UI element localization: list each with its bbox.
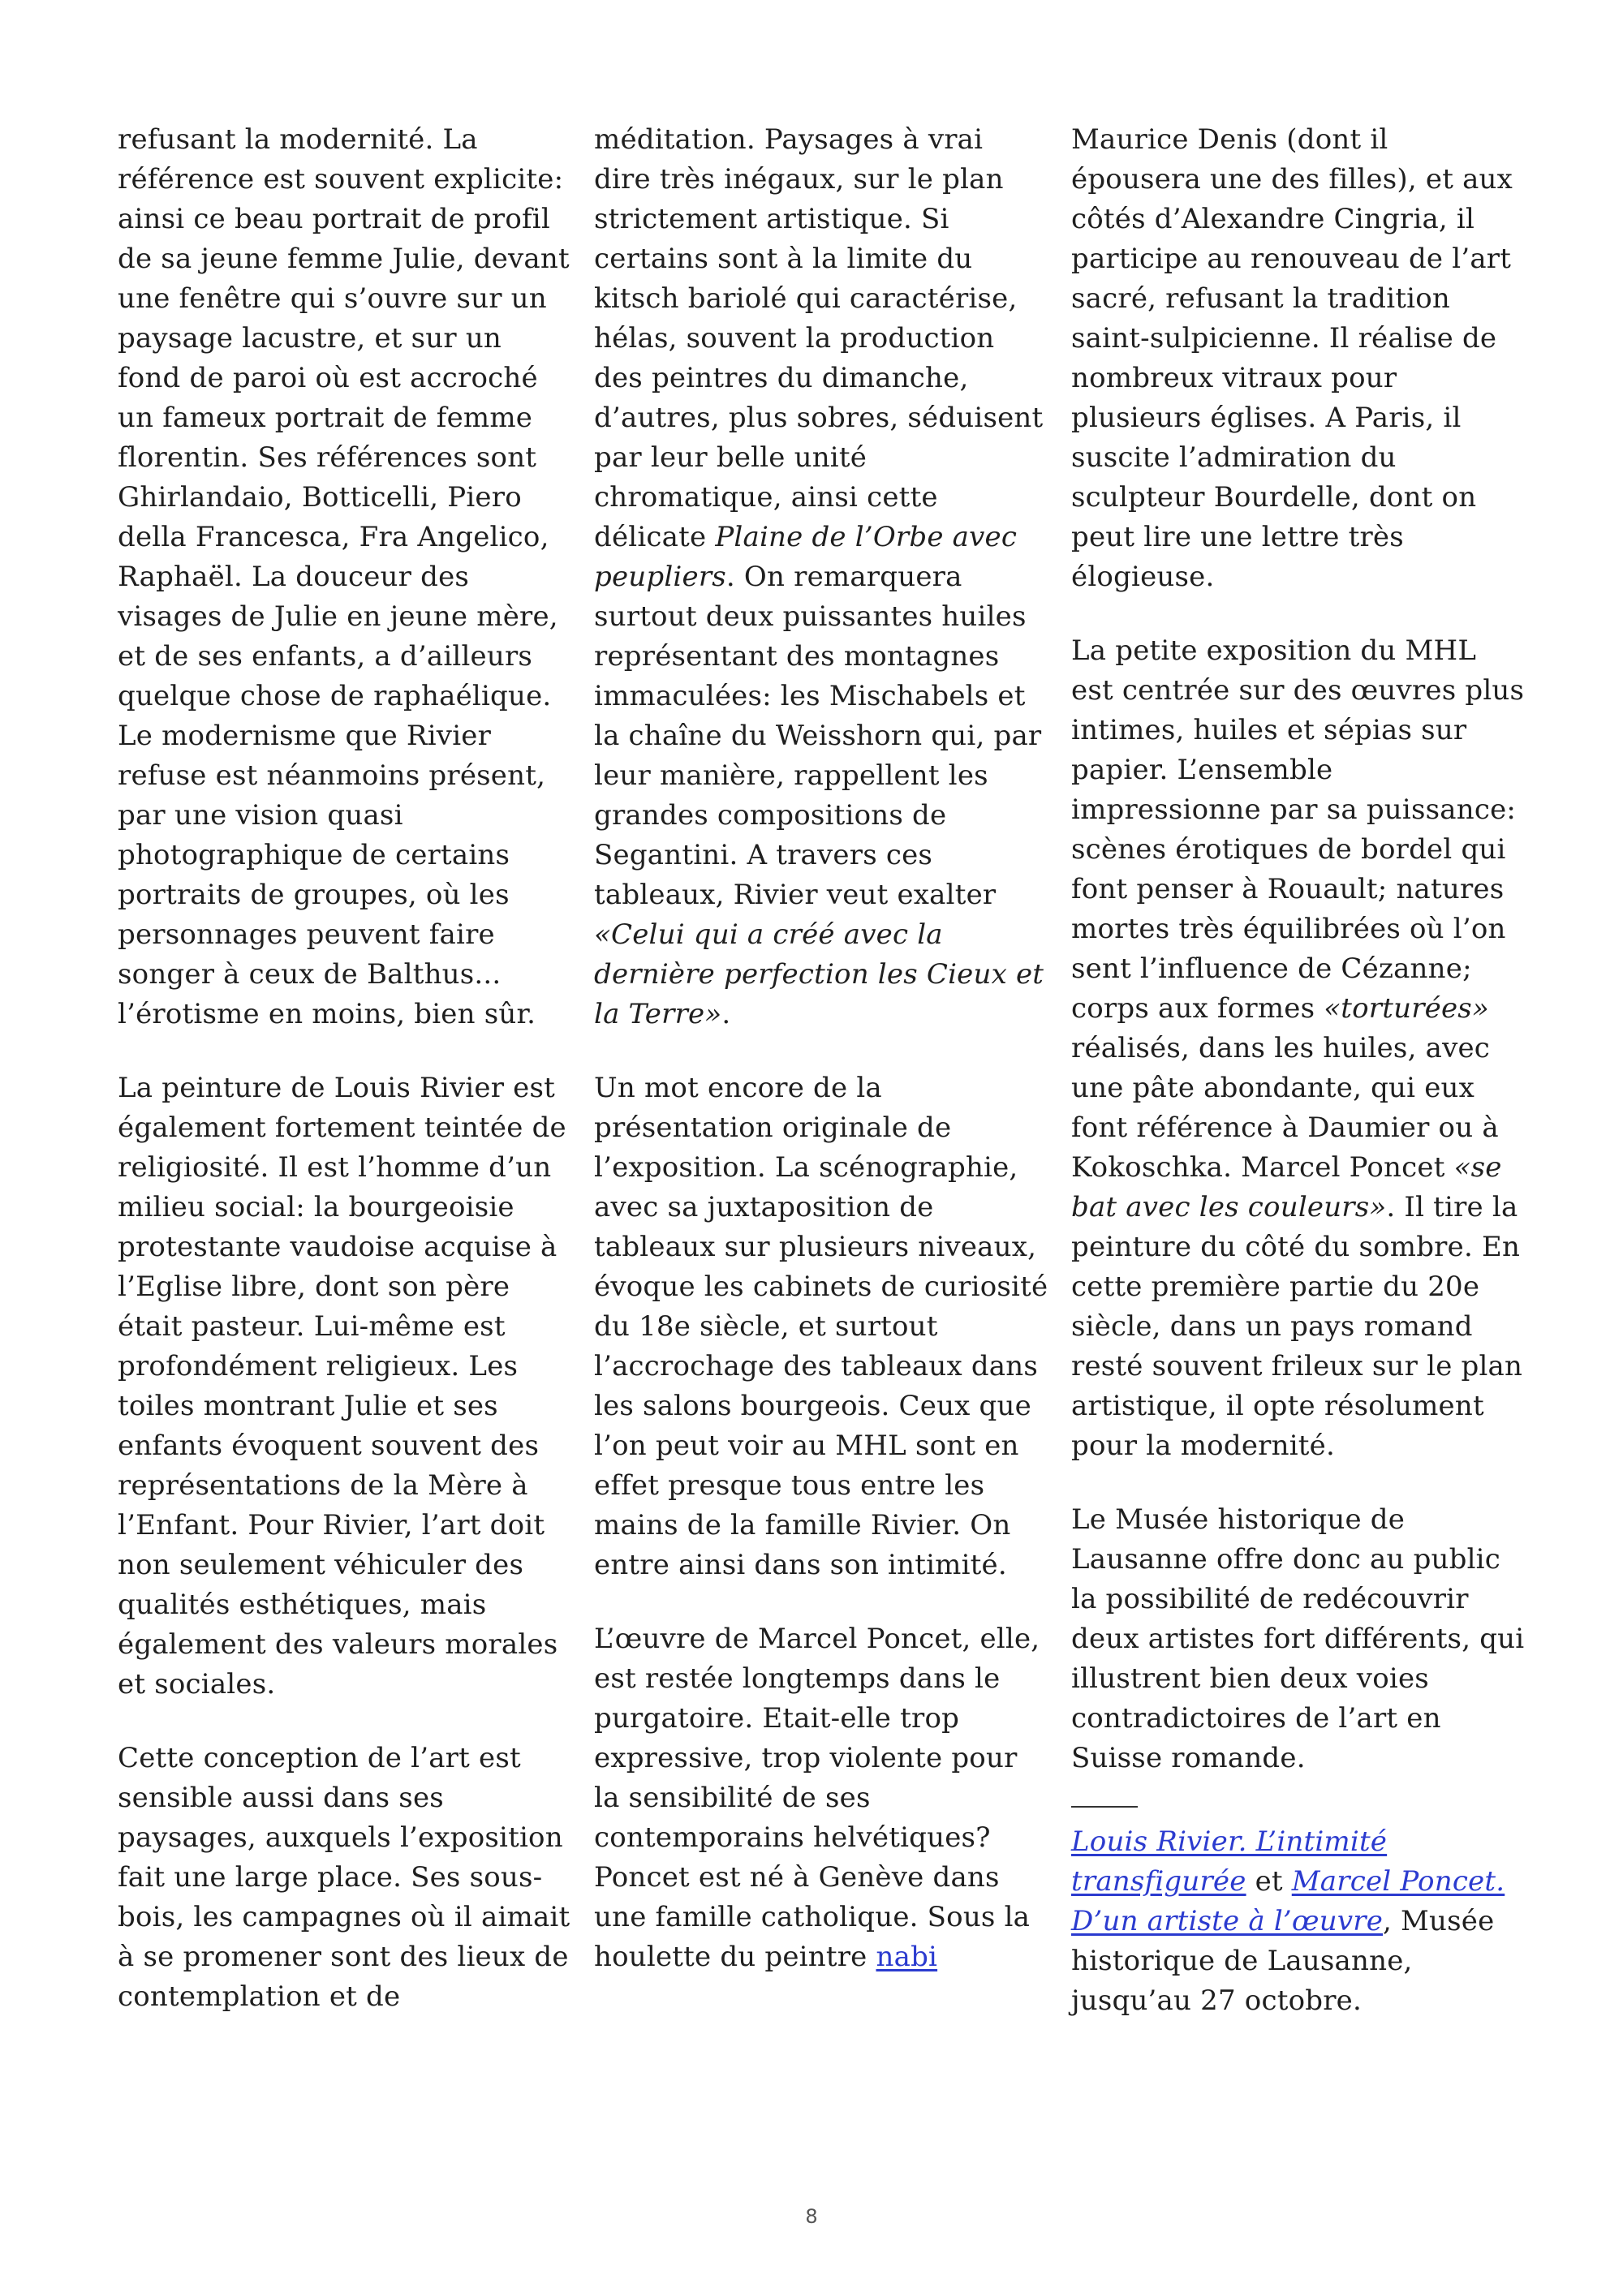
- italic-text: «Celui qui a créé avec la dernière perfection les Cieux et la Terre»: [594, 918, 1044, 1030]
- text-run: . On remarquera surtout deux puissantes huiles représentant des montagnes immaculées: les Mischabels et la chaîne du Weisshorn qui, par leur manière, rappellent les grandes compositions de Segantini. A travers ces tableaux, Rivier veut exalter: [594, 561, 1042, 911]
- text-run: , Musée historique de Lausanne, jusqu’au 27 octobre.: [1071, 1905, 1495, 2017]
- paragraph: [594, 120, 1048, 1034]
- text-run: Maurice Denis (dont il épousera une des filles), et aux côtés d’Alexandre Cingria, il participe au renouveau de l’art sacré, refusant la tradition saint-sulpicienne. Il réalise de nombreux vitraux pour plusieurs églises. A Paris, il suscite l’admiration du sculpteur Bourdelle, dont on peut lire une lettre très élogieuse.: [1071, 123, 1513, 593]
- text-run: méditation. Paysages à vrai dire très inégaux, sur le plan strictement artistique. Si certains sont à la limite du kitsch bariolé qui caractérise, hélas, souvent la production des peintres du dimanche, d’autres, plus sobres, séduisent par leur belle unité chromatique, ainsi cette délicate: [594, 123, 1044, 553]
- text-run: .: [721, 998, 731, 1030]
- text-run: et: [1246, 1865, 1292, 1898]
- inline-link[interactable]: nabi: [876, 1941, 938, 1973]
- paragraph: [1071, 631, 1526, 1466]
- italic-text: «se bat avec les couleurs»: [1071, 1151, 1502, 1223]
- text-run: La petite exposition du MHL est centrée sur des œuvres plus intimes, huiles et sépias sur papier. L’ensemble impressionne par sa puissance: scènes érotiques de bordel qui font penser à Rouault; natures mortes très équilibrées où l’on sent l’influence de Cézanne; corps aux formes: [1071, 634, 1525, 1025]
- exhibition-title-link[interactable]: Louis Rivier. L’intimité transfigurée: [1071, 1825, 1388, 1898]
- paragraph: [1071, 120, 1526, 597]
- italic-text: «torturées»: [1324, 992, 1489, 1025]
- text-column-1: [118, 120, 572, 2017]
- text-run: Cette conception de l’art est sensible aussi dans ses paysages, auxquels l’exposition fait une large place. Ses sous-bois, les campagnes où il aimait à se promener sont des lieux de contemplation et de: [118, 1742, 570, 2013]
- italic-text: Plaine de l’Orbe avec peupliers: [594, 521, 1018, 593]
- paragraph: [594, 1619, 1048, 1977]
- paragraph: [1071, 1822, 1526, 2021]
- paragraph: [1071, 1500, 1526, 1778]
- paragraph: [118, 120, 572, 1034]
- paragraph: [594, 1068, 1048, 1585]
- text-run: . Il tire la peinture du côté du sombre. En cette première partie du 20e siècle, dans un pays romand resté souvent frileux sur le plan artistique, il opte résolument pour la modernité.: [1071, 1191, 1523, 1462]
- paragraph: [118, 1739, 572, 2017]
- page-number: 8: [805, 2205, 818, 2228]
- text-column-2: [594, 120, 1048, 1977]
- text-run: L’œuvre de Marcel Poncet, elle, est restée longtemps dans le purgatoire. Etait-elle trop expressive, trop violente pour la sensibilité de ses contemporains helvétiques? Poncet est né à Genève dans une famille catholique. Sous la houlette du peintre: [594, 1623, 1040, 1973]
- text-column-3: [1071, 120, 1526, 2021]
- text-run: réalisés, dans les huiles, avec une pâte abondante, qui eux font référence à Daumier ou à Kokoschka. Marcel Poncet: [1071, 1032, 1499, 1184]
- paragraph: [118, 1068, 572, 1705]
- text-run: Un mot encore de la présentation originale de l’exposition. La scénographie, avec sa juxtaposition de tableaux sur plusieurs niveaux, évoque les cabinets de curiosité du 18e siècle, et surtout l’accrochage des tableaux dans les salons bourgeois. Ceux que l’on peut voir au MHL sont en effet presque tous entre les mains de la famille Rivier. On entre ainsi dans son intimité.: [594, 1072, 1048, 1581]
- text-run: La peinture de Louis Rivier est également fortement teintée de religiosité. Il est l’homme d’un milieu social: la bourgeoisie protestante vaudoise acquise à l’Eglise libre, dont son père était pasteur. Lui-même est profondément religieux. Les toiles montrant Julie et ses enfants évoquent souvent des représentations de la Mère à l’Enfant. Pour Rivier, l’art doit non seulement véhiculer des qualités esthétiques, mais également des valeurs morales et sociales.: [118, 1072, 566, 1701]
- text-run: refusant la modernité. La référence est souvent explicite: ainsi ce beau portrait de profil de sa jeune femme Julie, devant une fenêtre qui s’ouvre sur un paysage lacustre, et sur un fond de paroi où est accroché un fameux portrait de femme florentin. Ses références sont Ghirlandaio, Botticelli, Piero della Francesca, Fra Angelico, Raphaël. La douceur des visages de Julie en jeune mère, et de ses enfants, a d’ailleurs quelque chose de raphaélique. Le modernisme que Rivier refuse est néanmoins présent, par une vision quasi photographique de certains portraits de groupes, où les personnages peuvent faire songer à ceux de Balthus... l’érotisme en moins, bien sûr.: [118, 123, 570, 1030]
- footnote-rule: [1071, 1806, 1138, 1808]
- text-run: Le Musée historique de Lausanne offre donc au public la possibilité de redécouvrir deux artistes fort différents, qui illustrent bien deux voies contradictoires de l’art en Suisse romande.: [1071, 1503, 1525, 1774]
- exhibition-title-link[interactable]: Marcel Poncet. D’un artiste à l’œuvre: [1071, 1865, 1505, 1937]
